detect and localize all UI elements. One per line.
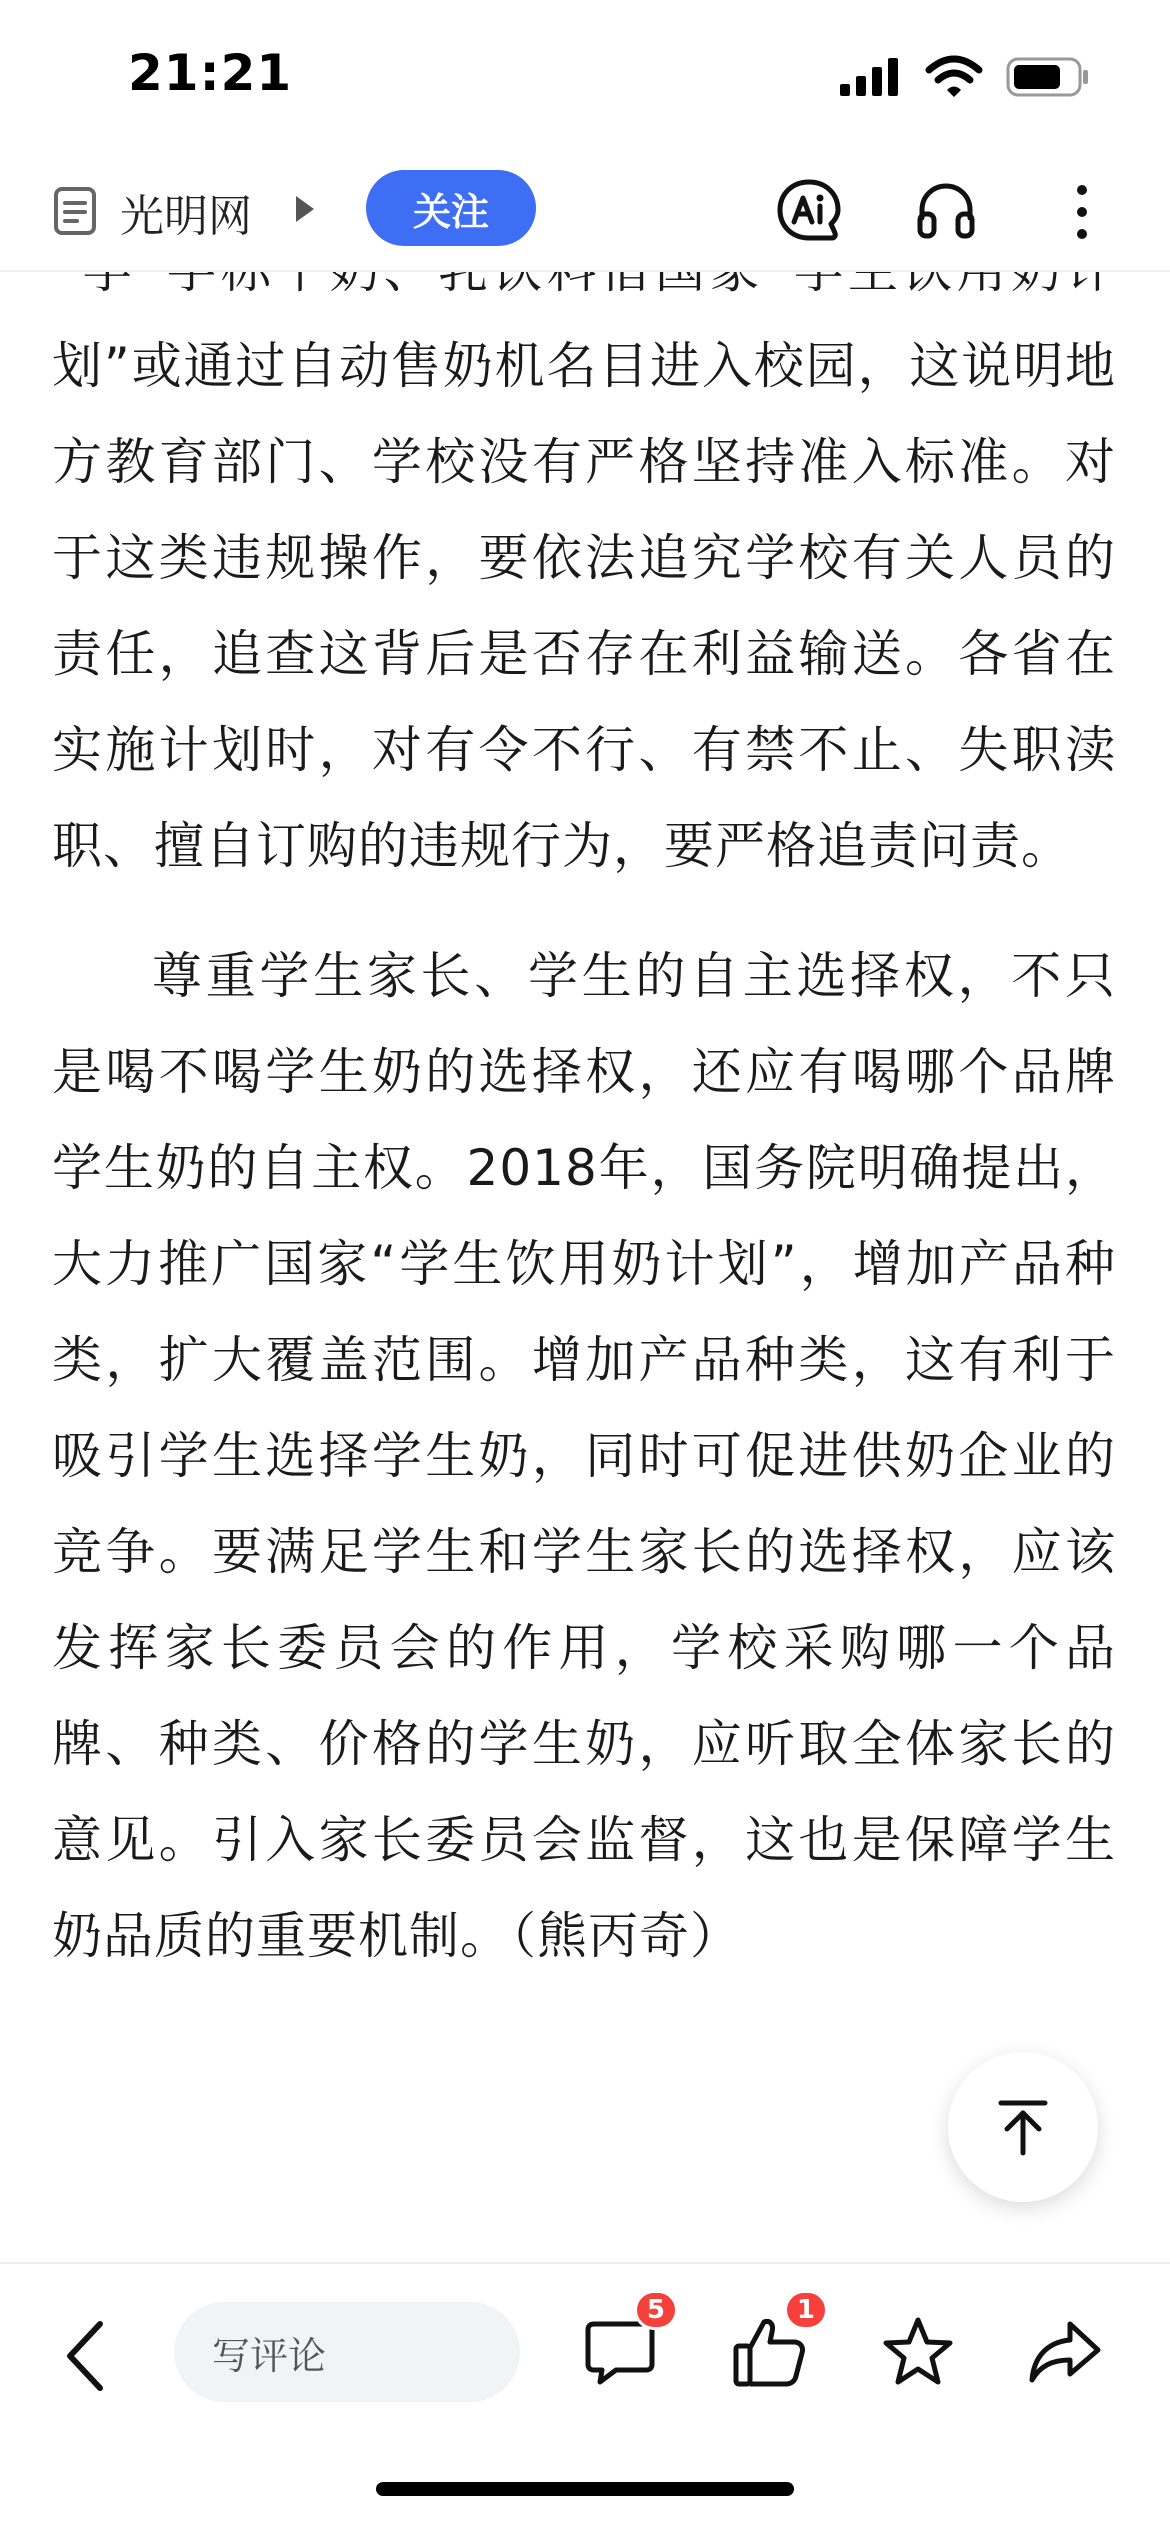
source-name[interactable]: 光明网 — [120, 191, 252, 242]
headphone-icon[interactable] — [914, 178, 978, 242]
comment-input[interactable]: 写评论 — [174, 2302, 520, 2402]
comment-button[interactable] — [580, 2295, 665, 2392]
favorite-button[interactable] — [878, 2312, 958, 2392]
like-button[interactable] — [730, 2295, 815, 2392]
wifi-icon — [926, 56, 982, 98]
share-button[interactable] — [1026, 2312, 1106, 2392]
back-arrow-icon[interactable] — [60, 2318, 110, 2394]
article-paragraph: 划”或通过自动售奶机名目进入校园，这说明地方教育部门、学校没有严格坚持准入标准。对于这类违规操作，要依法追究学校有关人员的责任，追查这背后是否存在利益输送。各省在实施计划时，对有令不行、有禁不止、失职渎职、擅自订购的违规行为，要严格追责问责。 — [52, 337, 1116, 875]
document-icon — [52, 186, 98, 236]
scroll-to-top-button[interactable] — [948, 2052, 1098, 2202]
play-triangle-icon[interactable] — [296, 196, 314, 222]
bottom-action-bar — [0, 2262, 1170, 2532]
status-icons — [840, 56, 1090, 98]
status-time: 21:21 — [128, 44, 293, 102]
article-content — [52, 222, 1116, 1984]
article-body — [0, 272, 1170, 2262]
home-indicator — [376, 2482, 794, 2496]
article-top-bar — [0, 150, 1170, 272]
arrow-up-icon — [993, 2097, 1053, 2157]
like-count-badge: 1 — [784, 2290, 828, 2330]
follow-button[interactable]: 关注 — [366, 170, 536, 246]
share-icon — [1026, 2312, 1106, 2392]
more-vertical-icon[interactable] — [1068, 180, 1096, 244]
comment-count-badge: 5 — [634, 2290, 678, 2330]
ai-icon[interactable] — [776, 178, 842, 244]
battery-icon — [1006, 57, 1090, 97]
status-bar — [0, 0, 1170, 150]
cellular-signal-icon — [840, 58, 902, 96]
star-icon — [878, 2312, 958, 2392]
article-paragraph: 尊重学生家长、学生的自主选择权，不只是喝不喝学生奶的选择权，还应有喝哪个品牌学生奶的自主权。2018年，国务院明确提出，大力推广国家“学生饮用奶计划”，增加产品种类，扩大覆盖范围。增加产品种类，这有利于吸引学生选择学生奶，同时可促进供奶企业的竞争。要满足学生和学生家长的选择权，应该发挥家长委员会的作用，学校采购哪一个品牌、种类、价格的学生奶，应听取全体家长的意见。引入家长委员会监督，这也是保障学生奶品质的重要机制。（熊丙奇） — [52, 947, 1116, 1965]
